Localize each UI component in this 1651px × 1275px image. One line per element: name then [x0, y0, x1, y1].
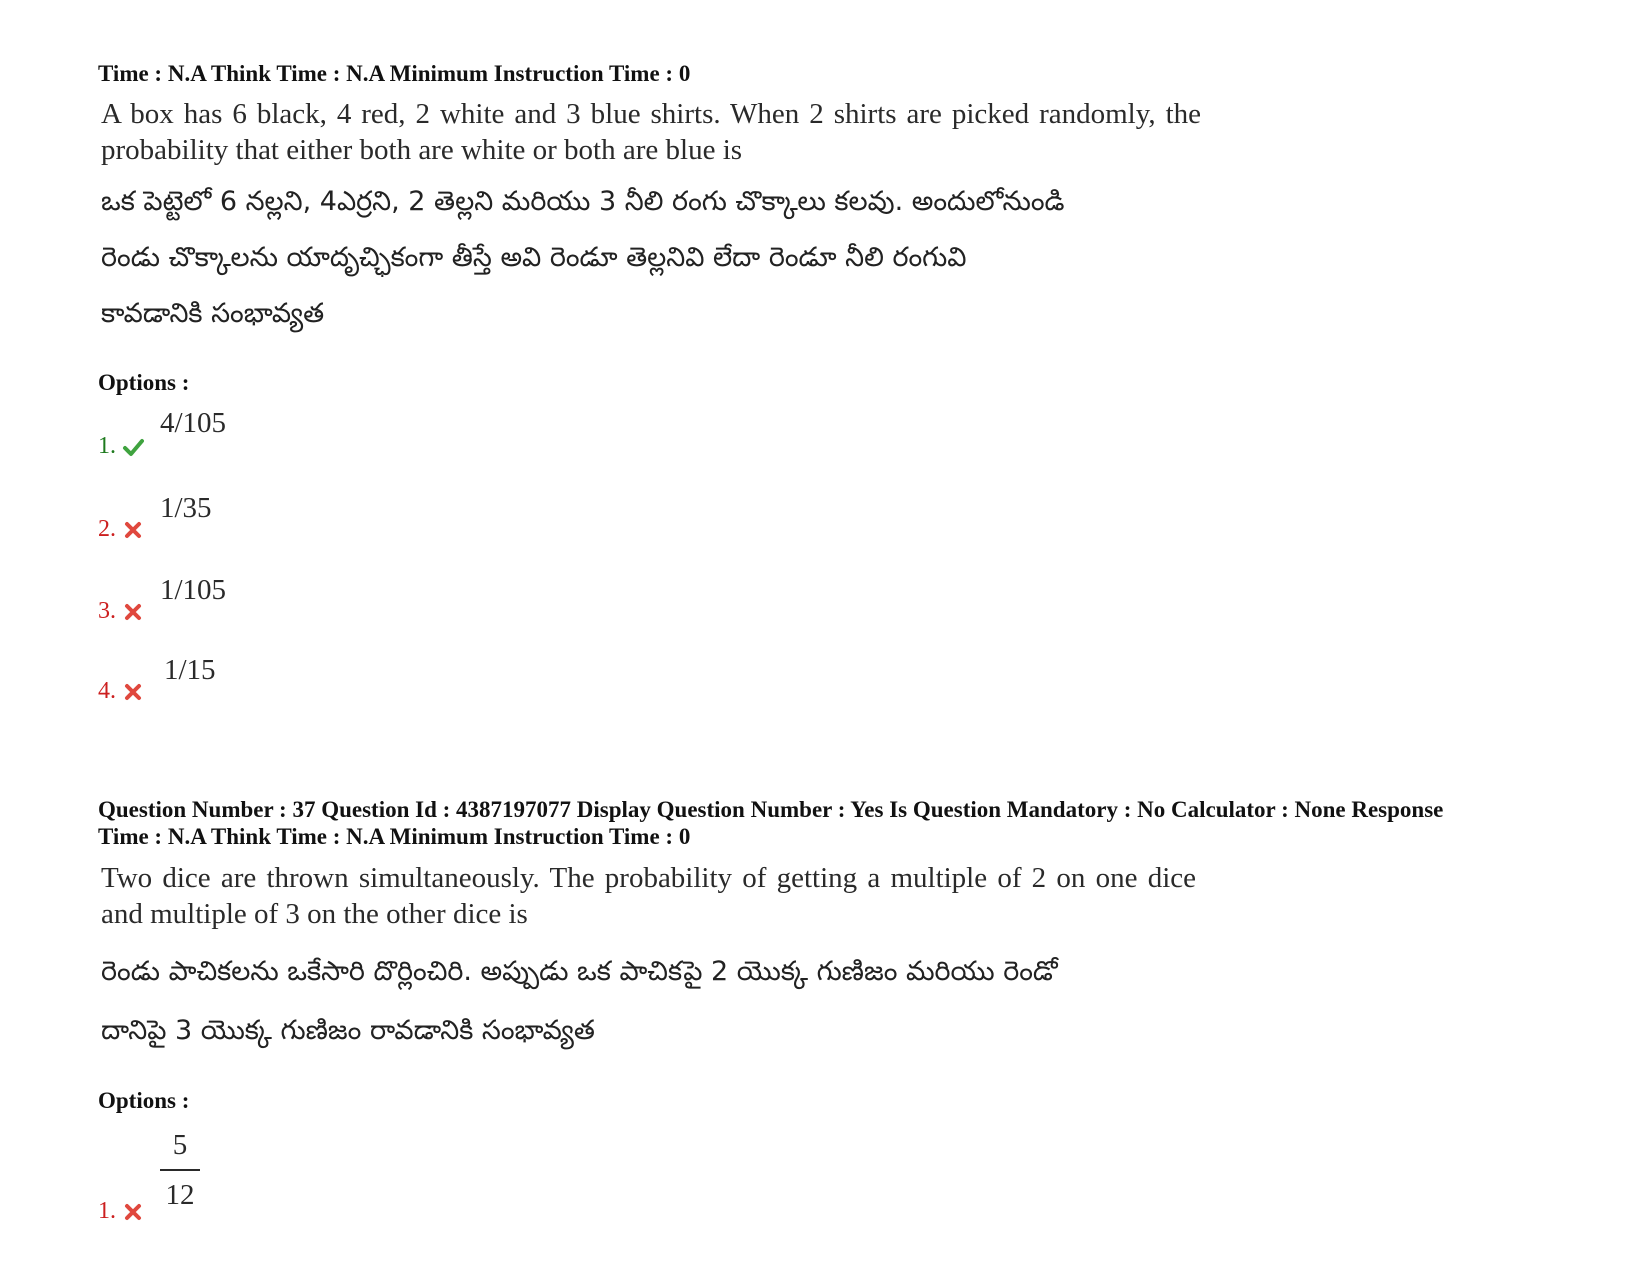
q1-question-telugu-line-2: రెండు చొక్కాలను యాదృచ్ఛికంగా తీస్తే అవి రెండూ తెల్లనివి లేదా రెండూ నీలి రంగువి [101, 242, 967, 273]
q1-question-telugu-line-1: ఒక పెట్టెలో 6 నల్లని, 4ఎర్రని, 2 తెల్లని మరియు 3 నీలి రంగు చొక్కాలు కలవు. అందులోనుండి [101, 186, 1065, 217]
cross-icon [122, 681, 144, 703]
q2-question-telugu-line-1: రెండు పాచికలను ఒకేసారి దొర్లించిరి. అప్పుడు ఒక పాచికపై 2 యొక్క గుణిజం మరియు రెండో [101, 956, 1058, 987]
cross-icon [122, 519, 144, 541]
q1-meta-line: Time : N.A Think Time : N.A Minimum Instruction Time : 0 [98, 61, 691, 86]
option-number: 1. [98, 1198, 116, 1224]
q1-options-label: Options : [98, 370, 190, 395]
check-icon [122, 436, 144, 458]
option-number: 4. [98, 678, 116, 704]
option-value: 4/105 [160, 407, 227, 439]
q2-question-english: Two dice are thrown simultaneously. The probability of getting a multiple of 2 on one dice and multiple of 3 on the other dice is [101, 862, 1196, 930]
q2-meta-line-2: Time : N.A Think Time : N.A Minimum Instruction Time : 0 [98, 824, 691, 849]
q1-question-telugu-line-3: కావడానికి సంభావ్యత [101, 298, 325, 329]
option-value: 1/35 [160, 492, 212, 524]
option-number: 1. [98, 433, 116, 459]
fraction-bar [160, 1169, 200, 1171]
q2-question-telugu-line-2: దానిపై 3 యొక్క గుణిజం రావడానికి సంభావ్యత [101, 1015, 595, 1046]
q2-options-label: Options : [98, 1088, 190, 1113]
option-number: 2. [98, 516, 116, 542]
cross-icon [122, 1201, 144, 1223]
option-value: 1/105 [160, 574, 227, 606]
q2-meta-line-1: Question Number : 37 Question Id : 4387197077 Display Question Number : Yes Is Question Mandatory : No Calculator : None Response [98, 797, 1444, 822]
q1-question-english: A box has 6 black, 4 red, 2 white and 3 blue shirts. When 2 shirts are picked randomly, the probability that either both are white or both are blue is [101, 98, 1201, 166]
fraction-numerator: 5 [172, 1129, 188, 1161]
option-value: 1/15 [164, 654, 216, 686]
option-fraction [160, 1125, 200, 1215]
cross-icon [122, 601, 144, 623]
option-number: 3. [98, 598, 116, 624]
fraction-denominator: 12 [165, 1179, 195, 1211]
